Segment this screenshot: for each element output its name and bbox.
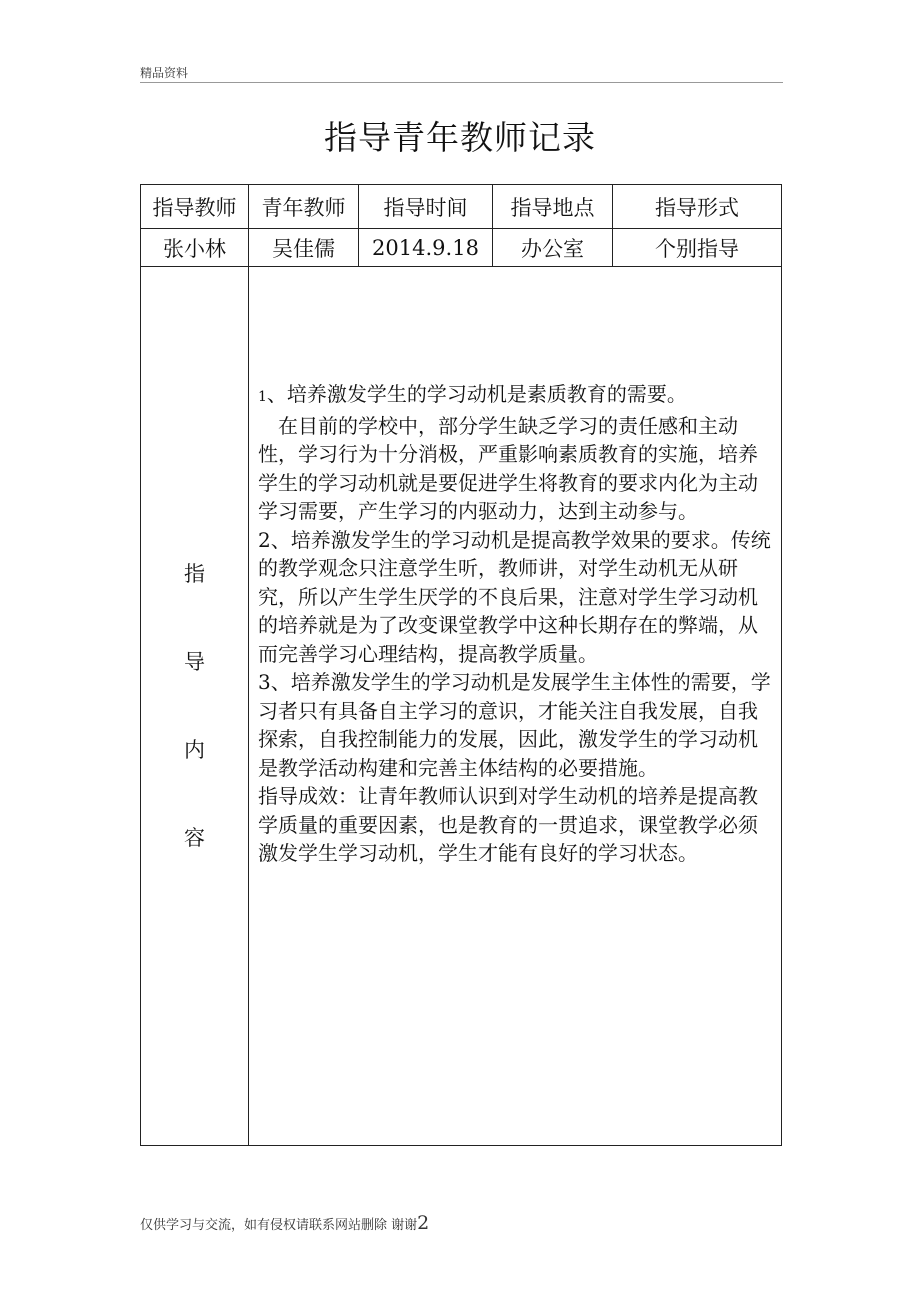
value-cell-time: 2014.9.18 [359,229,493,267]
paragraph-2: 2、培养激发学生的学习动机是提高教学效果的要求。传统的教学观念只注意学生听，教师讲，对学生动机无从研究，所以产生学生厌学的不良后果，注意对学生学习动机的培养就是为了改变课堂教学中这种长期存在的弊端，从而完善学习心理结构，提高教学质量。 [258,527,771,666]
guidance-content [249,267,781,868]
paragraph-3: 3、培养激发学生的学习动机是发展学生主体性的需要，学习者只有具备自主学习的意识，才能关注自我发展，自我探索，自我控制能力的发展，因此，激发学生的学习动机是教学活动构建和完善主体结构的必要措施。 [258,670,771,780]
value-cell-form: 个别指导 [613,229,782,267]
content-row [141,267,782,1146]
value-cell-young-teacher: 吴佳儒 [249,229,359,267]
header-cell-young-teacher: 青年教师 [249,185,359,229]
item-1-number: 1 [258,389,267,405]
content-side-label [141,267,249,1146]
footer-note [140,1212,429,1234]
paragraph-1: 在目前的学校中，部分学生缺乏学习的责任感和主动性，学习行为十分消极，严重影响素质教育的实施，培养学生的学习动机就是要促进学生将教育的要求内化为主动学习需要，产生学习的内驱动力，达到主动参与。 [258,413,758,523]
footer-text: 仅供学习与交流，如有侵权请联系网站删除 谢谢 [140,1218,418,1233]
side-label-char: 导 [184,650,205,674]
header-cell-form: 指导形式 [613,185,782,229]
page-number: 2 [417,1212,430,1234]
header-cell-place: 指导地点 [493,185,613,229]
paragraph-4: 指导成效：让青年教师认识到对学生动机的培养是提高教学质量的重要因素，也是教育的一贯追求，课堂教学必须激发学生学习动机，学生才能有良好的学习状态。 [258,784,758,865]
header-row [141,185,782,229]
side-label-char: 指 [184,562,205,586]
content-cell [249,267,782,1146]
item-1-heading [258,380,773,412]
header-cell-time: 指导时间 [359,185,493,229]
header-divider [140,82,783,83]
value-row [141,229,782,267]
page-title: 指导青年教师记录 [324,118,596,157]
value-cell-place: 办公室 [493,229,613,267]
side-label-char: 内 [184,738,205,762]
header-cell-mentor: 指导教师 [141,185,249,229]
value-cell-mentor: 张小林 [141,229,249,267]
item-1-title: 、培养激发学生的学习动机是素质教育的需要。 [266,382,687,406]
side-label-char: 容 [184,826,205,850]
header-note: 精品资料 [140,66,189,80]
record-table [140,184,782,1146]
